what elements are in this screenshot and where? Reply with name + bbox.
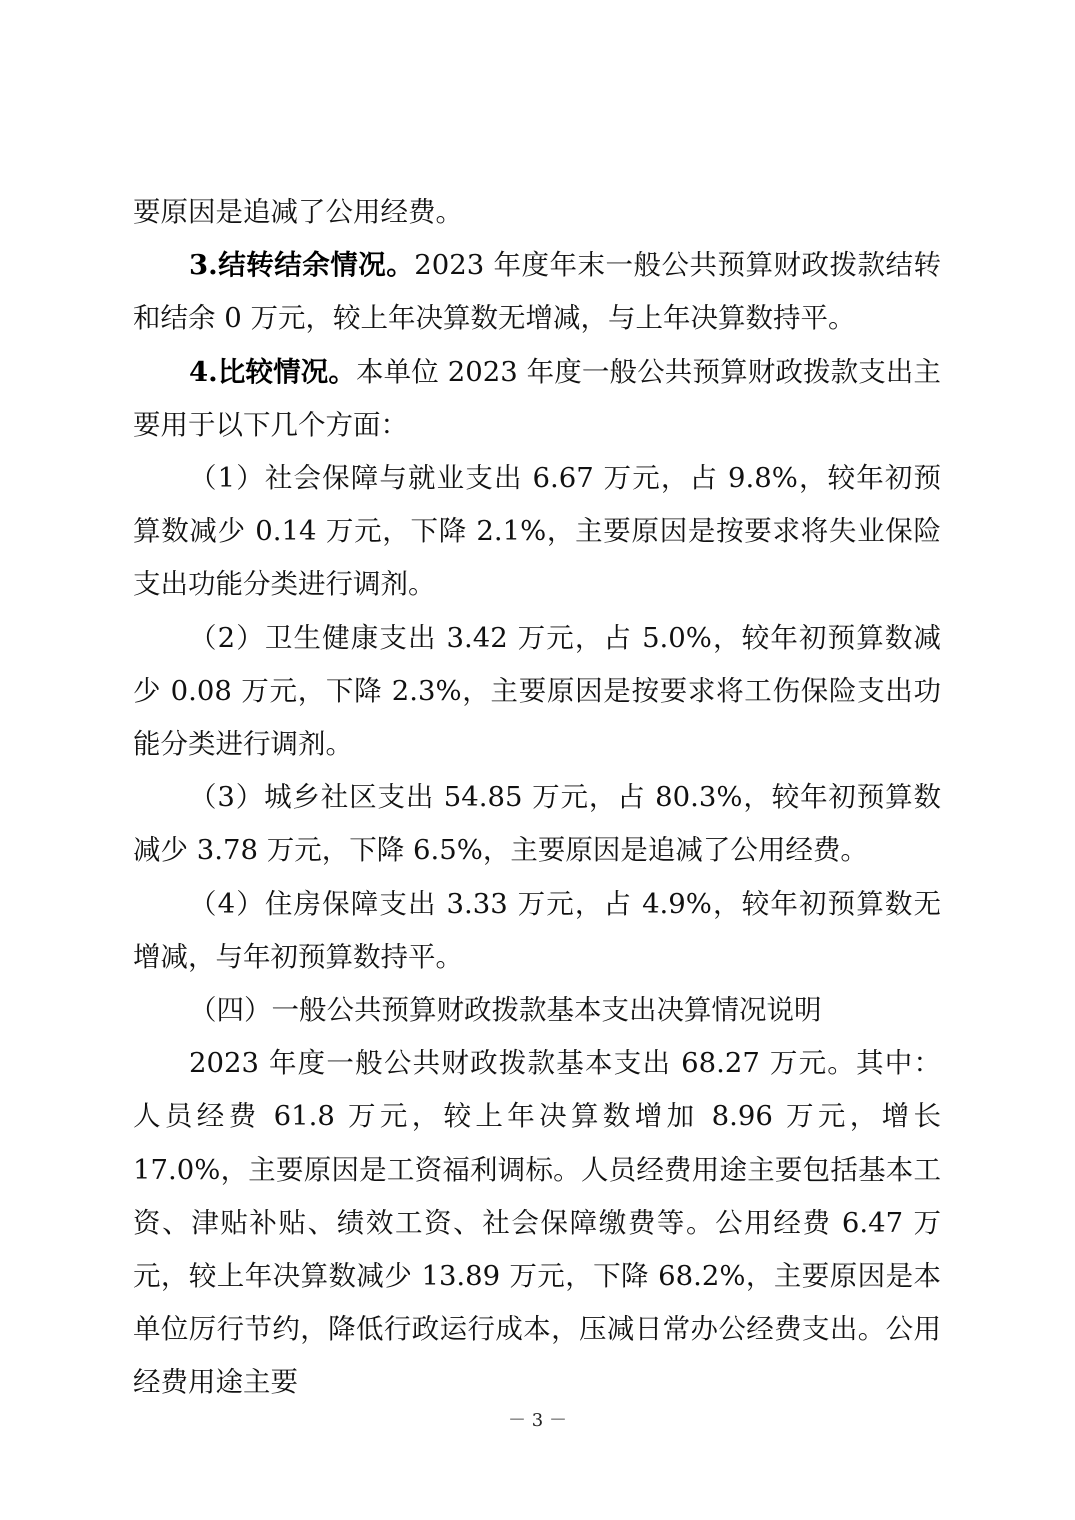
paragraph-continuation: 要原因是追减了公用经费。 (133, 196, 463, 228)
list-item-health: （2）卫生健康支出 3.42 万元，占 5.0%，较年初预算数减少 0.08 万元，下降 2.3%，主要原因是按要求将工伤保险支出功能分类进行调剂。 (133, 621, 941, 761)
comparison-body: 本单位 2023 年度一般公共预算财政拨款支出主要用于以下几个方面： (133, 355, 941, 441)
body-text (133, 186, 941, 1410)
section-heading-basic-expenditure: （四）一般公共预算财政拨款基本支出决算情况说明 (189, 994, 822, 1027)
list-item-social-security: （1）社会保障与就业支出 6.67 万元，占 9.8%，较年初预算数减少 0.14 万元，下降 2.1%，主要原因是按要求将失业保险支出功能分类进行调剂。 (133, 462, 941, 601)
paragraph-comparison (133, 346, 941, 452)
comparison-heading: 4.比较情况。 (189, 355, 357, 388)
list-item-housing: （4）住房保障支出 3.33 万元，占 4.9%，较年初预算数无增减，与年初预算数持平。 (133, 887, 941, 973)
page-number: － 3 － (508, 1410, 567, 1431)
carryover-heading: 3.结转结余情况。 (189, 249, 415, 282)
carryover-body: 2023 年度年末一般公共预算财政拨款结转和结余 0 万元，较上年决算数无增减，与上年决算数持平。 (133, 249, 941, 335)
paragraph-carryover-balance (133, 239, 941, 345)
list-item-urban-rural: （3）城乡社区支出 54.85 万元，占 80.3%，较年初预算数减少 3.78 万元，下降 6.5%，主要原因是追减了公用经费。 (133, 781, 941, 867)
paragraph-basic-expenditure: 2023 年度一般公共财政拨款基本支出 68.27 万元。其中：人员经费 61.8 万元，较上年决算数增加 8.96 万元，增长 17.0%，主要原因是工资福利调标。人员经费用途主要包括基本工资、津贴补贴、绩效工资、社会保障缴费等。公用经费 6.47 万元，较上年决算数减少 13.89 万元，下降 68.2%，主要原因是本单位厉行节约，降低行政运行成本，压减日常办公经费支出。公用经费用途主要 (133, 1047, 941, 1399)
